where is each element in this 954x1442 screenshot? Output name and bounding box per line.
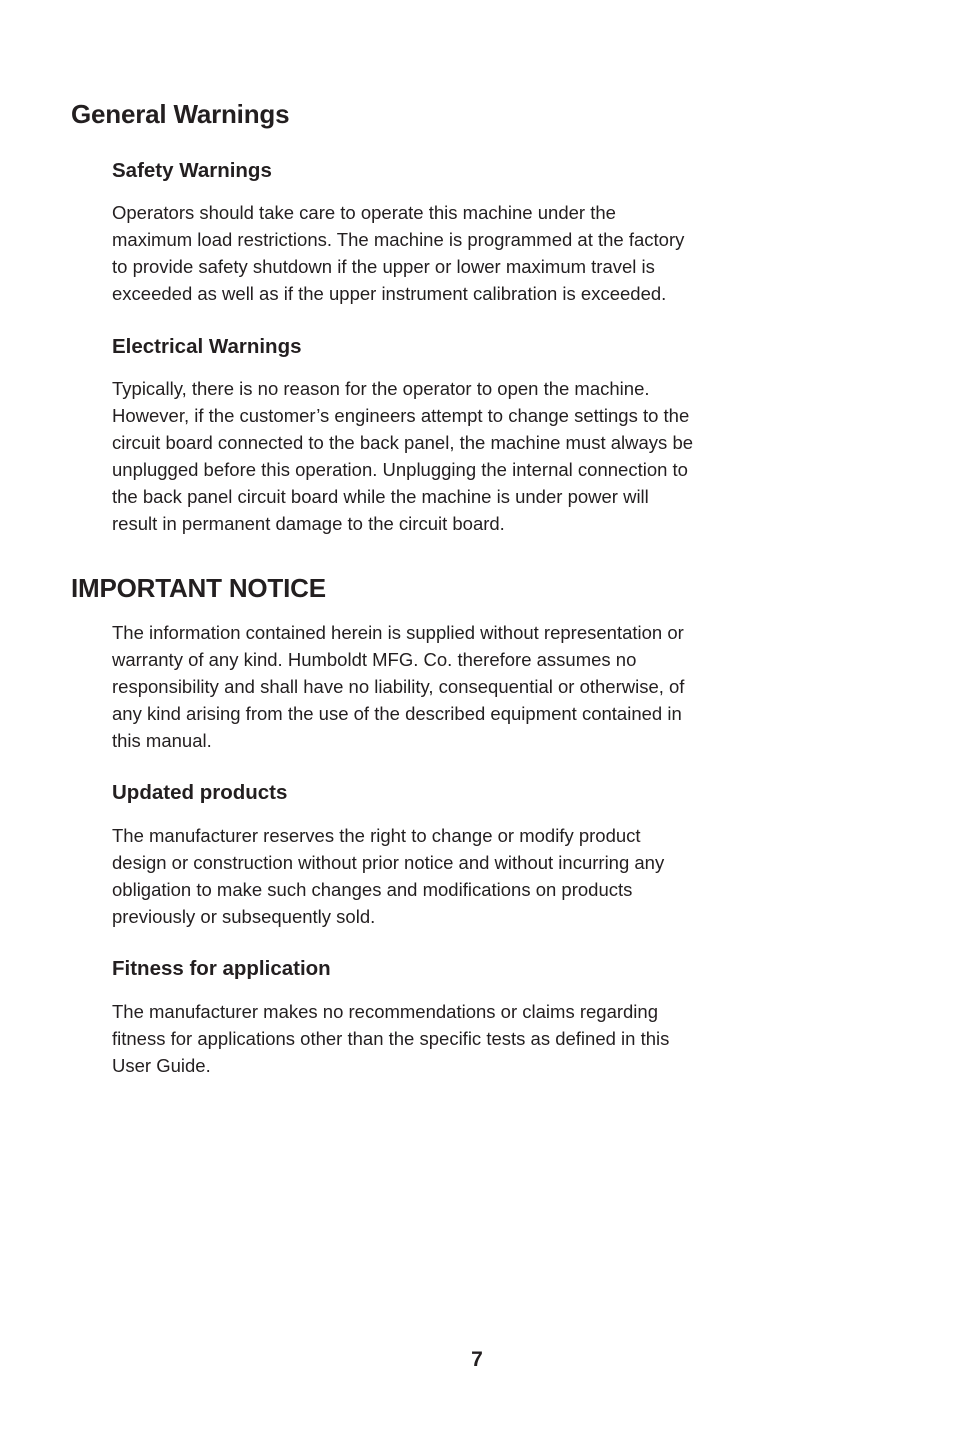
text-line: to provide safety shutdown if the upper or lower maximum travel is (112, 256, 655, 277)
text-line: User Guide. (112, 1055, 211, 1076)
text-line: any kind arising from the use of the described equipment contained in (112, 703, 682, 724)
section-title-important-notice: IMPORTANT NOTICE (71, 573, 326, 603)
text-line: Typically, there is no reason for the operator to open the machine. (112, 378, 650, 399)
paragraph-important-notice (112, 619, 772, 754)
page-number: 7 (471, 1348, 483, 1371)
text-line: fitness for applications other than the specific tests as defined in this (112, 1028, 670, 1049)
paragraph-safety-warnings (112, 199, 772, 307)
text-line: However, if the customer’s engineers attempt to change settings to the (112, 405, 690, 426)
text-line: design or construction without prior notice and without incurring any (112, 852, 665, 873)
text-line: this manual. (112, 730, 212, 751)
subheading-safety-warnings: Safety Warnings (112, 159, 272, 182)
text-line: warranty of any kind. Humboldt MFG. Co. therefore assumes no (112, 649, 637, 670)
text-line: responsibility and shall have no liability, consequential or otherwise, of (112, 676, 685, 697)
text-line: result in permanent damage to the circuit board. (112, 513, 505, 534)
text-line: The information contained herein is supplied without representation or (112, 622, 684, 643)
subheading-fitness-for-application: Fitness for application (112, 957, 331, 980)
text-line: The manufacturer reserves the right to change or modify product (112, 825, 641, 846)
text-line: unplugged before this operation. Unplugging the internal connection to (112, 459, 688, 480)
text-line: The manufacturer makes no recommendations or claims regarding (112, 1001, 658, 1022)
text-line: obligation to make such changes and modifications on products (112, 879, 633, 900)
subheading-electrical-warnings: Electrical Warnings (112, 335, 302, 358)
text-line: previously or subsequently sold. (112, 906, 376, 927)
subheading-updated-products: Updated products (112, 781, 288, 804)
section-title-general-warnings: General Warnings (71, 99, 290, 129)
text-line: Operators should take care to operate this machine under the (112, 202, 616, 223)
paragraph-fitness-for-application (112, 998, 772, 1079)
text-line: the back panel circuit board while the machine is under power will (112, 486, 649, 507)
text-line: maximum load restrictions. The machine is programmed at the factory (112, 229, 685, 250)
paragraph-electrical-warnings (112, 375, 772, 537)
text-line: circuit board connected to the back panel, the machine must always be (112, 432, 694, 453)
text-line: exceeded as well as if the upper instrument calibration is exceeded. (112, 283, 667, 304)
paragraph-updated-products (112, 822, 772, 930)
